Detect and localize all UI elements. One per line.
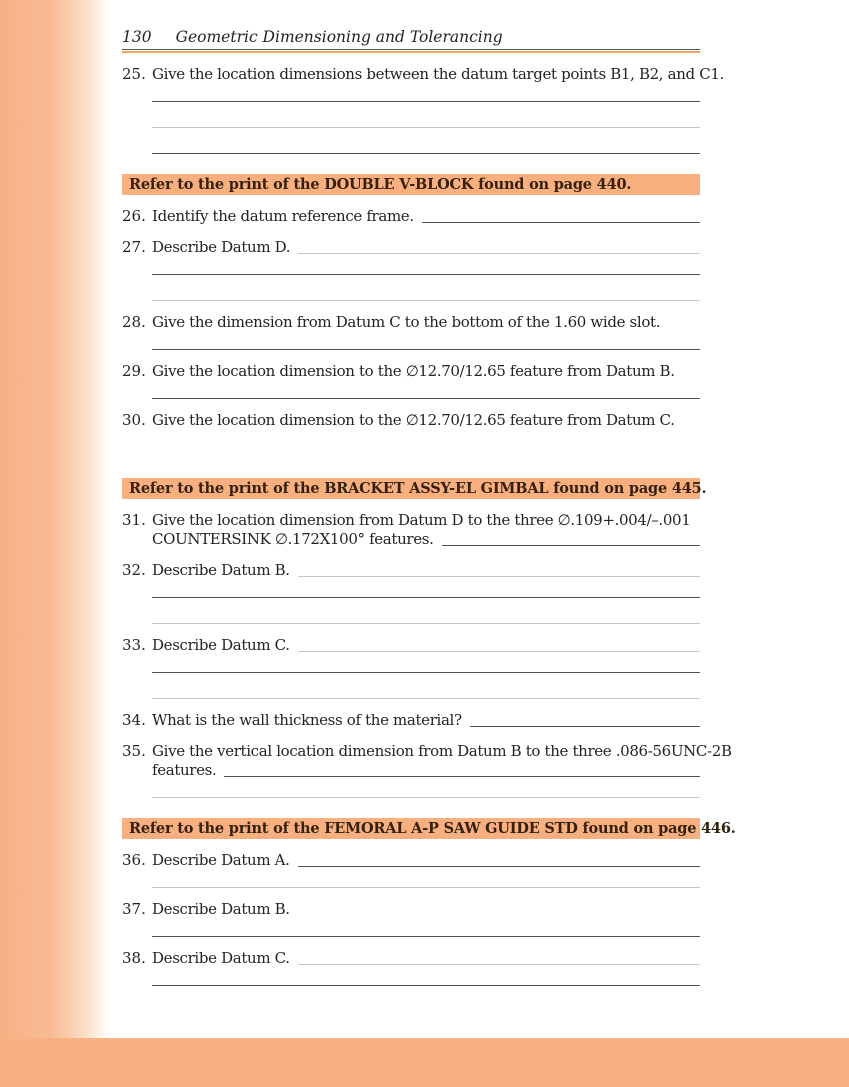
section-header-bar <box>122 174 700 195</box>
inline-answer-line <box>470 711 700 727</box>
section-header-bar <box>122 818 736 839</box>
answer-line <box>152 84 700 102</box>
question-indent <box>122 761 152 780</box>
running-header <box>122 28 700 47</box>
question-text: Identify the datum reference frame. <box>152 207 414 225</box>
inline-answer-line <box>224 761 700 777</box>
question-text: Give the location dimension to the ∅12.70/12.65 feature from Datum B. <box>152 362 675 380</box>
question-line <box>122 313 700 332</box>
question-number: 25. <box>122 65 146 83</box>
answer-line <box>152 128 700 154</box>
question-item <box>122 711 700 730</box>
answer-line <box>152 919 700 937</box>
section-header-label: Refer to the print of the BRACKET ASSY-EL GIMBAL found on page 445. <box>129 480 707 497</box>
question-line <box>122 900 700 919</box>
question-number: 30. <box>122 411 146 429</box>
question-text: Give the location dimension from Datum D to the three ∅.109+.004/–.001 <box>152 511 691 529</box>
question-text: What is the wall thickness of the material? <box>152 711 462 729</box>
question-text: Describe Datum B. <box>152 900 290 918</box>
answer-line <box>152 332 700 350</box>
question-text: Give the dimension from Datum C to the bottom of the 1.60 wide slot. <box>152 313 661 331</box>
answer-line <box>152 598 700 624</box>
question-text: Describe Datum A. <box>152 851 290 869</box>
question-number: 27. <box>122 238 146 256</box>
question-item <box>122 313 700 350</box>
question-text: Give the location dimension to the ∅12.70/12.65 feature from Datum C. <box>152 411 675 429</box>
question-item <box>122 362 700 399</box>
section-header-label: Refer to the print of the FEMORAL A-P SAW GUIDE STD found on page 446. <box>129 820 736 837</box>
questions <box>122 65 736 986</box>
question-text: features. <box>152 761 217 779</box>
answer-line <box>152 275 700 301</box>
question-line <box>122 530 700 549</box>
question-number: 33. <box>122 636 146 654</box>
question-number: 26. <box>122 207 146 225</box>
question-text: Describe Datum C. <box>152 949 290 967</box>
question-line <box>122 411 700 430</box>
question-item <box>122 238 700 301</box>
question-line <box>122 711 700 730</box>
question-item <box>122 636 700 699</box>
question-line <box>122 362 700 381</box>
question-line <box>122 742 732 761</box>
inline-answer-line <box>442 530 700 546</box>
page-content <box>122 28 736 986</box>
inline-answer-line <box>298 238 700 254</box>
inline-answer-line <box>298 949 700 965</box>
question-number: 31. <box>122 511 146 529</box>
question-number: 35. <box>122 742 146 760</box>
question-line <box>122 851 700 870</box>
answer-line <box>152 968 700 986</box>
question-line <box>122 761 700 780</box>
inline-answer-line <box>298 851 700 867</box>
question-line <box>122 238 700 257</box>
answer-line <box>152 580 700 598</box>
question-line <box>122 636 700 655</box>
answer-line <box>152 655 700 673</box>
question-item <box>122 851 700 888</box>
header-rule-dark <box>122 49 700 50</box>
question-number: 34. <box>122 711 146 729</box>
section-header-label: Refer to the print of the DOUBLE V-BLOCK found on page 440. <box>129 176 632 193</box>
question-number: 32. <box>122 561 146 579</box>
question-line <box>122 561 700 580</box>
question-indent <box>122 530 152 549</box>
answer-line <box>152 381 700 399</box>
question-number: 29. <box>122 362 146 380</box>
question-item <box>122 742 732 798</box>
question-item <box>122 511 700 549</box>
question-item <box>122 411 700 458</box>
answer-line <box>152 257 700 275</box>
page-title: Geometric Dimensioning and Tolerancing <box>175 28 503 46</box>
question-text: Describe Datum D. <box>152 238 291 256</box>
answer-space <box>152 430 700 458</box>
question-item <box>122 949 700 986</box>
question-text: Describe Datum C. <box>152 636 290 654</box>
page-number: 130 <box>122 28 152 46</box>
answer-line <box>152 102 700 128</box>
question-text: COUNTERSINK ∅.172X100° features. <box>152 530 434 548</box>
question-line <box>122 949 700 968</box>
question-text: Give the location dimensions between the datum target points B1, B2, and C1. <box>152 65 724 83</box>
question-line <box>122 511 700 530</box>
header-rule-orange <box>122 51 700 53</box>
answer-line <box>152 870 700 888</box>
section-header-bar <box>122 478 707 499</box>
question-item <box>122 900 700 937</box>
question-number: 28. <box>122 313 146 331</box>
question-number: 38. <box>122 949 146 967</box>
bottom-orange-band <box>0 1038 849 1087</box>
question-item <box>122 65 724 154</box>
question-item <box>122 207 700 226</box>
inline-answer-line <box>298 636 700 652</box>
answer-line <box>152 780 700 798</box>
left-gradient-band <box>0 0 112 1038</box>
question-number: 37. <box>122 900 146 918</box>
inline-answer-line <box>298 561 700 577</box>
question-text: Give the vertical location dimension from Datum B to the three .086-56UNC-2B <box>152 742 732 760</box>
question-line <box>122 65 724 84</box>
answer-line <box>152 673 700 699</box>
question-number: 36. <box>122 851 146 869</box>
inline-answer-line <box>422 207 700 223</box>
question-text: Describe Datum B. <box>152 561 290 579</box>
question-line <box>122 207 700 226</box>
question-item <box>122 561 700 624</box>
